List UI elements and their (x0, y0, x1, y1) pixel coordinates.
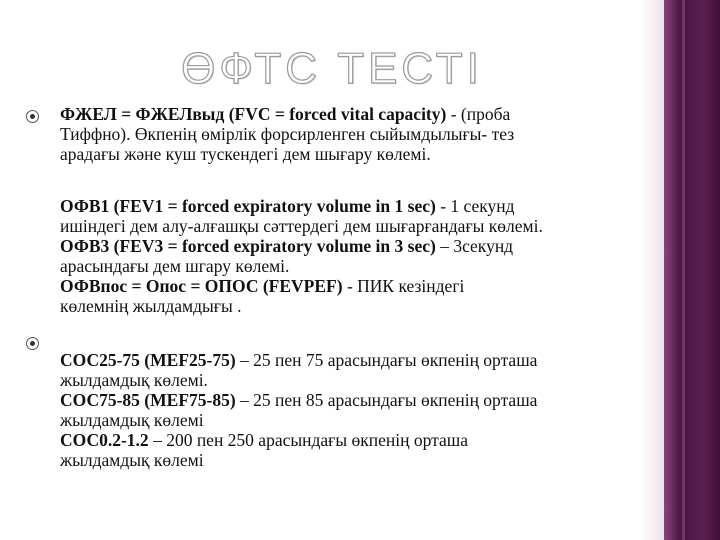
text-line: жылдамдық көлемі. (60, 370, 208, 390)
bullet-icon (26, 337, 39, 350)
paragraph-fvc (60, 104, 672, 164)
text-line: ОФВпос = Опос = ОПОС (FEVPEF) - ПИК кезіндегі (60, 276, 465, 296)
text-line: арасындағы дем шгару көлемі. (60, 256, 290, 276)
text-line: ОФВ3 (FEV3 = forced expiratory volume in 3 sec) – 3секунд (60, 236, 514, 256)
text-line: СОС25-75 (МЕF25-75) – 25 пен 75 арасындағы өкпенің орташа (60, 350, 538, 370)
paragraph-fev (60, 196, 672, 316)
slide-title: ӨФТС ТЕСТІ (181, 44, 483, 93)
text-line: көлемнің жылдамдығы . (60, 296, 242, 316)
text-line: Тиффно). Өкпенің өмірлік форсирленген сыйымдылығы- тез (60, 124, 515, 144)
text-line: ФЖЕЛ = ФЖЕЛвыд (FVC = forced vital capacity) - (проба (60, 104, 511, 124)
bullet-icon (26, 110, 39, 123)
text-line: СОС0.2-1.2 – 200 пен 250 арасындағы өкпенің орташа (60, 430, 468, 450)
text-line: ОФВ1 (FEV1 = forced expiratory volume in 1 sec) - 1 секунд (60, 196, 515, 216)
paragraph-mef (60, 350, 672, 470)
text-line: СОС75-85 (МЕF75-85) – 25 пен 85 арасындағы өкпенің орташа (60, 390, 538, 410)
text-line: жылдамдық көлемі (60, 410, 204, 430)
text-line: ишіндегі дем алу-алғашқы сәттердегі дем шығарғандағы көлемі. (60, 216, 543, 236)
decorative-side-strip (664, 0, 720, 540)
text-line: арадағы және куш тускендегі дем шығару көлемі. (60, 144, 431, 164)
text-line: жылдамдық көлемі (60, 450, 204, 470)
